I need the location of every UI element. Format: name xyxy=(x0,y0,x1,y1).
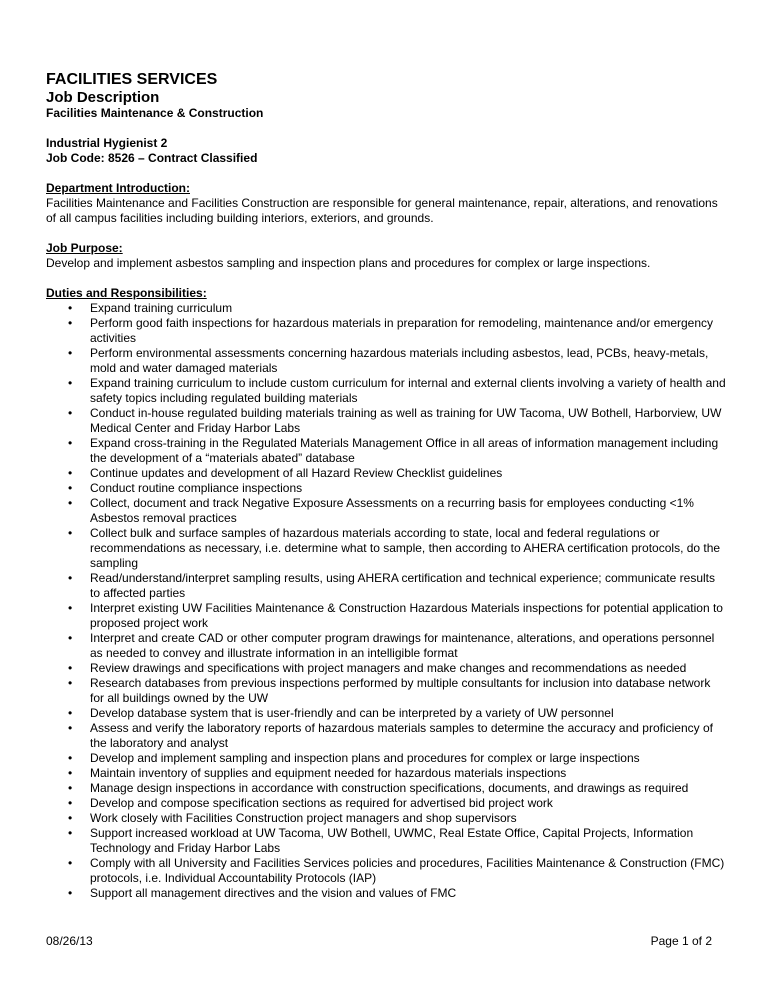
bullet-icon: • xyxy=(68,721,73,735)
bullet-icon: • xyxy=(68,811,73,825)
duty-text: Interpret and create CAD or other computer program drawings for maintenance, alterations, and operations personnel as needed to convey and illustrate information in an intelligible format xyxy=(90,631,715,660)
duty-text: Expand training curriculum to include custom curriculum for internal and external clients involving a variety of health and safety topics including regulated building materials xyxy=(90,376,726,405)
duty-item xyxy=(46,811,726,826)
duty-text: Assess and verify the laboratory reports of hazardous materials samples to determine the accuracy and proficiency of the laboratory and analyst xyxy=(90,721,713,750)
job-title: Industrial Hygienist 2 xyxy=(46,136,168,150)
duty-item xyxy=(46,436,726,466)
duty-item xyxy=(46,496,726,526)
bullet-icon: • xyxy=(68,406,73,420)
duty-item xyxy=(46,406,726,436)
duty-item xyxy=(46,661,726,676)
duty-item xyxy=(46,571,726,601)
duty-item xyxy=(46,316,726,346)
duty-item xyxy=(46,826,726,856)
duty-item xyxy=(46,676,726,706)
duty-text: Collect, document and track Negative Exposure Assessments on a recurring basis for employees conducting <1% Asbestos removal practices xyxy=(90,496,694,525)
job-purpose-text: Develop and implement asbestos sampling and inspection plans and procedures for complex or large inspections. xyxy=(46,256,651,270)
duty-text: Continue updates and development of all Hazard Review Checklist guidelines xyxy=(90,466,503,480)
duty-item xyxy=(46,781,726,796)
duty-item xyxy=(46,601,726,631)
job-code: Job Code: 8526 – Contract Classified xyxy=(46,151,258,165)
duty-item xyxy=(46,886,726,901)
duty-item xyxy=(46,301,726,316)
duty-text: Comply with all University and Facilities Services policies and procedures, Facilities Maintenance & Construction (FMC) protocols, i.e. Individual Accountability Protocols (IAP) xyxy=(90,856,725,885)
duty-text: Conduct in-house regulated building materials training as well as training for UW Tacoma, UW Bothell, Harborview, UW Medical Center and Friday Harbor Labs xyxy=(90,406,722,435)
bullet-icon: • xyxy=(68,571,73,585)
bullet-icon: • xyxy=(68,796,73,810)
bullet-icon: • xyxy=(68,496,73,510)
document-body xyxy=(46,71,726,901)
duty-text: Develop and implement sampling and inspection plans and procedures for complex or large inspections xyxy=(90,751,640,765)
bullet-icon: • xyxy=(68,376,73,390)
bullet-icon: • xyxy=(68,316,73,330)
duty-text: Support increased workload at UW Tacoma, UW Bothell, UWMC, Real Estate Office, Capital Projects, Information Technology and Friday Harbor Labs xyxy=(90,826,694,855)
bullet-icon: • xyxy=(68,751,73,765)
bullet-icon: • xyxy=(68,346,73,360)
bullet-icon: • xyxy=(68,766,73,780)
bullet-icon: • xyxy=(68,601,73,615)
bullet-icon: • xyxy=(68,436,73,450)
duties-heading: Duties and Responsibilities: xyxy=(46,286,207,300)
duty-text: Review drawings and specifications with project managers and make changes and recommendations as needed xyxy=(90,661,687,675)
bullet-icon: • xyxy=(68,526,73,540)
duty-item xyxy=(46,751,726,766)
duty-text: Expand training curriculum xyxy=(90,301,233,315)
job-purpose-heading: Job Purpose: xyxy=(46,241,123,255)
footer-date: 08/26/13 xyxy=(46,934,93,948)
duty-text: Support all management directives and the vision and values of FMC xyxy=(90,886,457,900)
department-intro-heading: Department Introduction: xyxy=(46,181,190,195)
bullet-icon: • xyxy=(68,466,73,480)
duty-text: Maintain inventory of supplies and equipment needed for hazardous materials inspections xyxy=(90,766,567,780)
duty-text: Perform environmental assessments concerning hazardous materials including asbestos, lead, PCBs, heavy-metals, mold and water damaged materials xyxy=(90,346,709,375)
duty-item xyxy=(46,481,726,496)
duty-text: Conduct routine compliance inspections xyxy=(90,481,303,495)
duty-item xyxy=(46,706,726,721)
bullet-icon: • xyxy=(68,856,73,870)
duty-item xyxy=(46,631,726,661)
bullet-icon: • xyxy=(68,301,73,315)
bullet-icon: • xyxy=(68,676,73,690)
duty-item xyxy=(46,721,726,751)
duty-text: Develop database system that is user-friendly and can be interpreted by a variety of UW personnel xyxy=(90,706,614,720)
duty-text: Perform good faith inspections for hazardous materials in preparation for remodeling, maintenance and/or emergency activities xyxy=(90,316,714,345)
duty-text: Research databases from previous inspections performed by multiple consultants for inclusion into database network for all buildings owned by the UW xyxy=(90,676,711,705)
doc-type-title: Job Description xyxy=(46,89,160,106)
duty-item xyxy=(46,796,726,811)
duty-text: Read/understand/interpret sampling results, using AHERA certification and technical experience; communicate results to affected parties xyxy=(90,571,715,600)
duty-text: Expand cross-training in the Regulated Materials Management Office in all areas of information management including the development of a “materials abated” database xyxy=(90,436,719,465)
bullet-icon: • xyxy=(68,706,73,720)
duty-item xyxy=(46,376,726,406)
duty-text: Develop and compose specification sections as required for advertised bid project work xyxy=(90,796,553,810)
duty-text: Work closely with Facilities Construction project managers and shop supervisors xyxy=(90,811,517,825)
bullet-icon: • xyxy=(68,886,73,900)
duty-item xyxy=(46,856,726,886)
bullet-icon: • xyxy=(68,781,73,795)
duty-text: Interpret existing UW Facilities Maintenance & Construction Hazardous Materials inspections for potential application to proposed project work xyxy=(90,601,723,630)
bullet-icon: • xyxy=(68,631,73,645)
duty-text: Manage design inspections in accordance with construction specifications, documents, and drawings as required xyxy=(90,781,689,795)
duty-item xyxy=(46,346,726,376)
duties-list xyxy=(46,301,726,901)
duty-item xyxy=(46,766,726,781)
duty-text: Collect bulk and surface samples of hazardous materials according to state, local and federal regulations or recommendations as necessary, i.e. determine what to sample, then according to AHERA certification protocols, do the sampling xyxy=(90,526,721,570)
bullet-icon: • xyxy=(68,481,73,495)
department-intro-text: Facilities Maintenance and Facilities Construction are responsible for general maintenance, repair, alterations, and renovations of all campus facilities including building interiors, exteriors, and grounds. xyxy=(46,196,718,225)
bullet-icon: • xyxy=(68,826,73,840)
unit-title: Facilities Maintenance & Construction xyxy=(46,106,264,120)
bullet-icon: • xyxy=(68,661,73,675)
org-title: FACILITIES SERVICES xyxy=(46,71,218,88)
duty-item xyxy=(46,466,726,481)
duty-item xyxy=(46,526,726,571)
footer-page-number: Page 1 of 2 xyxy=(650,934,712,948)
